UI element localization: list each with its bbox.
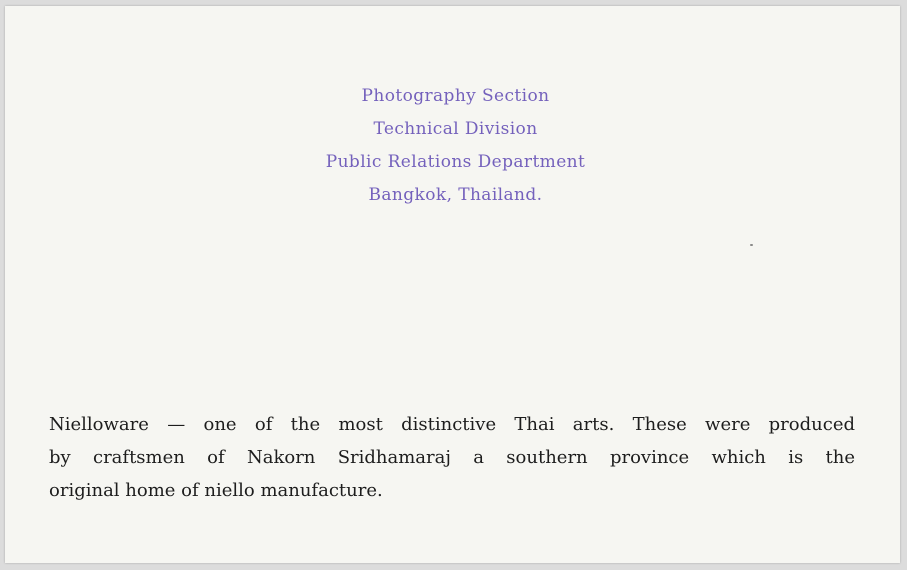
stamp-line-section: Photography Section	[361, 86, 550, 106]
ink-stamp	[5, 80, 900, 212]
caption-line-2: by craftsmen of Nakorn Sridhamaraj a southern province which is the	[49, 447, 855, 468]
paper-speck	[750, 244, 753, 246]
caption-text	[49, 408, 855, 507]
photo-card-back	[5, 6, 900, 563]
stamp-line-department: Public Relations Department	[325, 152, 586, 172]
stamp-line-location: Bangkok, Thailand.	[368, 185, 543, 205]
caption-line-1: Nielloware — one of the most distinctive Thai arts. These were produced	[49, 414, 855, 435]
stamp-line-division: Technical Division	[373, 119, 538, 139]
caption-line-3: original home of niello manufacture.	[49, 480, 383, 501]
